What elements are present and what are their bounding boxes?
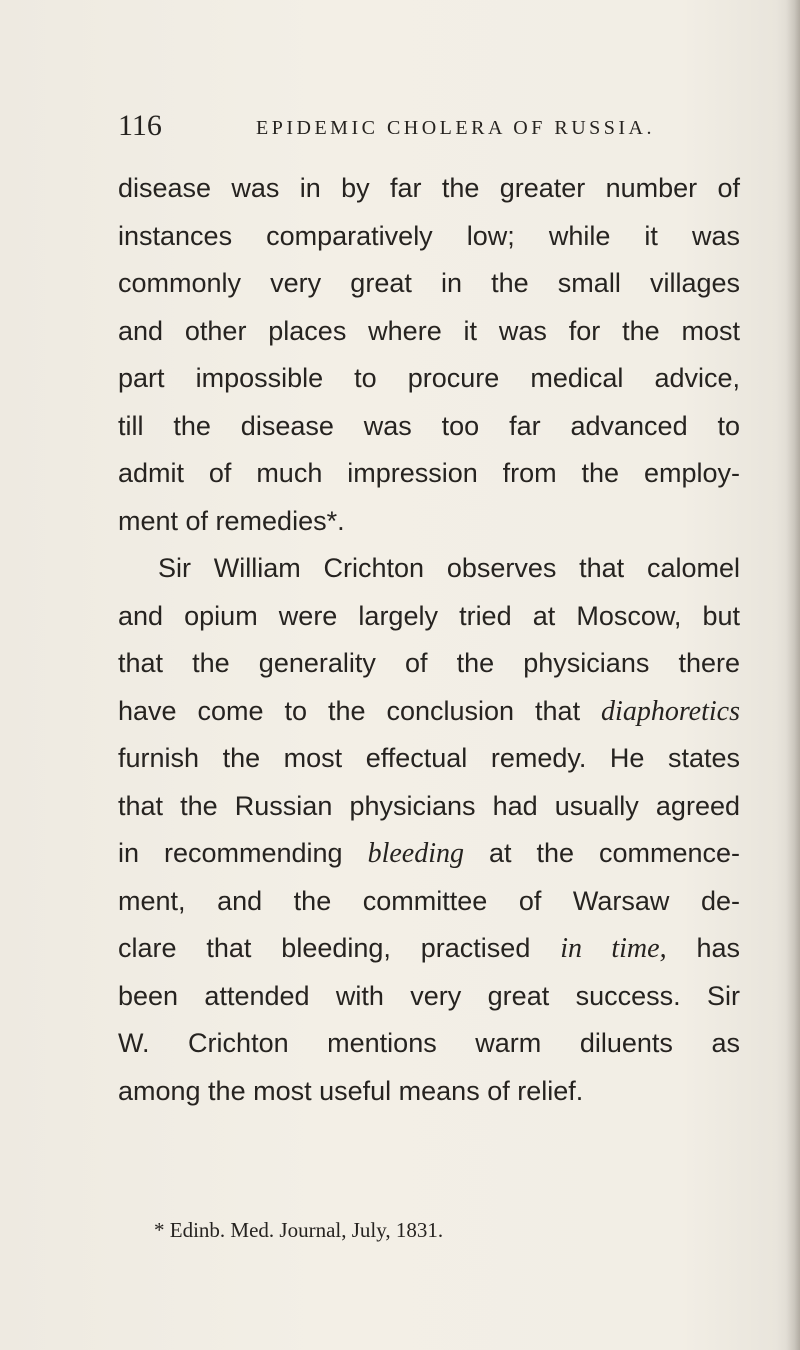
text-segment: that the generality of the physicians there (118, 648, 740, 678)
text-line (118, 738, 740, 778)
text-line (118, 1071, 740, 1111)
text-segment: at the commence- (463, 838, 741, 868)
text-segment: disease was in by far the greater number of (118, 173, 740, 203)
text-segment: and other places where it was for the most (118, 315, 740, 346)
text-line (118, 358, 740, 398)
text-line (118, 786, 740, 826)
text-line (118, 691, 740, 731)
text-line (118, 453, 740, 493)
footnote: * Edinb. Med. Journal, July, 1831. (154, 1218, 444, 1242)
text-segment: part impossible to procure medical advice, (118, 363, 740, 393)
text-line (118, 168, 740, 208)
text-segment: till the disease was too far advanced to (118, 410, 740, 441)
text-segment: commonly very great in the small villages (118, 268, 740, 298)
text-segment: clare that bleeding, practised (118, 933, 561, 963)
text-segment: instances comparatively low; while it was (118, 220, 740, 251)
text-segment: ment, and the committee of Warsaw de- (118, 885, 740, 916)
running-head: EPIDEMIC CHOLERA OF RUSSIA. (256, 117, 655, 139)
text-segment: has (666, 933, 740, 963)
text-line (118, 1023, 740, 1063)
text-line (118, 263, 740, 303)
text-segment: ment of remedies*. (118, 505, 345, 536)
text-segment: admit of much impression from the employ- (118, 458, 740, 488)
text-line (118, 548, 740, 588)
text-line (118, 976, 740, 1016)
italic-text: diaphoretics (601, 695, 740, 727)
text-line (118, 643, 740, 683)
text-segment: in recommending (118, 838, 368, 868)
page-edge-shadow (786, 0, 800, 1350)
text-segment: W. Crichton mentions warm diluents as (118, 1028, 740, 1058)
text-line (118, 833, 740, 873)
text-segment: and opium were largely tried at Moscow, but (118, 600, 740, 631)
text-segment: furnish the most effectual remedy. He states (118, 743, 740, 773)
text-segment: Sir William Crichton observes that calomel (158, 553, 740, 583)
text-line (118, 216, 740, 256)
italic-text: in time, (560, 933, 667, 964)
text-line (118, 881, 740, 921)
text-line (118, 501, 740, 541)
text-line (118, 596, 740, 636)
text-segment: that the Russian physicians had usually agreed (118, 790, 740, 821)
text-line (118, 311, 740, 351)
page-number: 116 (118, 109, 162, 142)
text-segment: among the most useful means of relief. (118, 1075, 584, 1106)
page-header (118, 104, 740, 148)
italic-text: bleeding (367, 838, 464, 869)
text-line (118, 406, 740, 446)
text-line (118, 928, 740, 968)
text-segment: been attended with very great success. Sir (118, 980, 740, 1011)
text-segment: have come to the conclusion that (118, 695, 602, 726)
